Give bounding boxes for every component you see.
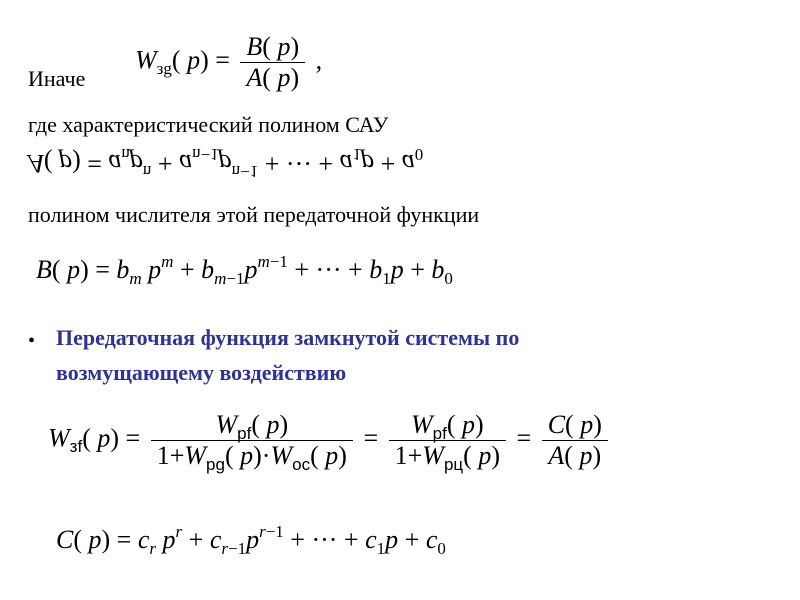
char-poly-label: где характеристический полином САУ (28, 112, 389, 137)
fraction-2: $\frac{W_{pf}( p)}{1+W_{рц}( p)}$ (389, 410, 506, 471)
fraction-1: $\frac{W_{pf}( p)}{1+W_{pg}( p)\cdot W_{oc}( p)}$ (151, 410, 353, 471)
formula-wzf: $W_{зf}$( p) = $\frac{W_{pf}( p)}{1+W_{pg}( p)\cdot W_{oc}( p)}$ = $\frac{W_{pf}( p)}{1+W_{рц}( p)}$ = $\frac{C( p)}{A( p)}$ (48, 410, 612, 471)
numerator-poly-label: полином числителя этой передаточной функции (28, 202, 480, 227)
formula-c-polynomial: C( $p) = c_r$ $p^r + c_{r-1}p^{r-1}$ + ··· + $c_1p + c_0$ (56, 522, 446, 558)
formula-a-polynomial (28, 145, 424, 181)
flipped-a-expression: A( $p) = a_np^n + a_{n-1}p^{n-1}$ + ··· + $a_1p + a_0$ (28, 145, 424, 181)
subscript-zg: зg (156, 59, 172, 79)
subscript-zf: зf (69, 437, 83, 457)
fraction-b-over-a: $\frac{B( p)}{A( p)}$ (240, 32, 305, 93)
otherwise-label: Иначе (28, 66, 86, 91)
bullet-heading-line1: Передаточная функция замкнутой системы по (56, 325, 520, 350)
bullet-dot: • (28, 330, 36, 352)
formula-wzg: $W_{зg}$( p) = $\frac{B( p)}{A( p)}$ , (135, 32, 323, 92)
fraction-c-over-a: $\frac{C( p)}{A( p)}$ (542, 410, 608, 471)
bullet-heading-line2: возмущающему воздействию (56, 360, 347, 385)
formula-b-polynomial: B( $p) = b_m$ $p^m + b_{m-1}p^{m-1}$ + ··· + $b_1p + b_0$ (36, 252, 453, 288)
comma: , (315, 45, 323, 75)
